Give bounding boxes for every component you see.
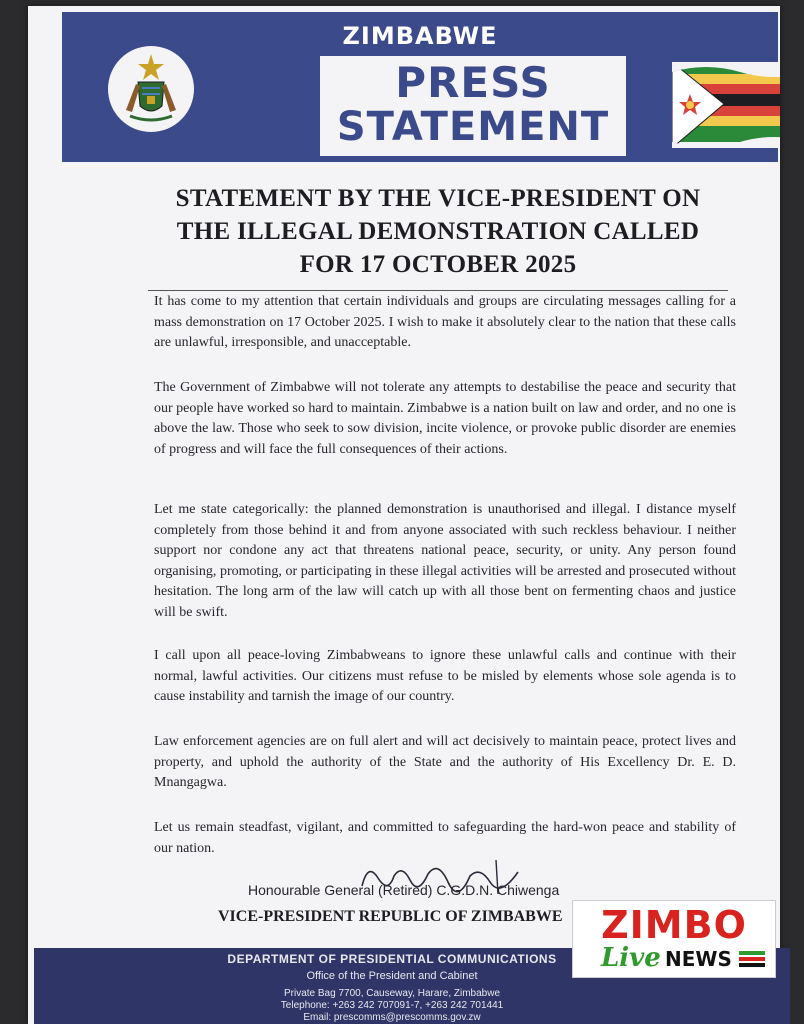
statement-heading: STATEMENT — [336, 104, 610, 150]
title-divider — [148, 290, 728, 291]
paragraph-6: Let us remain steadfast, vigilant, and committed to safeguarding the hard-won peace and stability of our nation. — [154, 820, 736, 856]
logo-brand-news: NEWS — [665, 947, 732, 971]
logo-stripes-icon — [739, 951, 765, 967]
footer-office: Office of the President and Cabinet — [306, 970, 478, 982]
press-statement-page — [28, 6, 780, 1024]
paragraph-1: It has come to my attention that certain individuals and groups are circulating messages calling for a mass demonstration on 17 October 2025. I wish to make it absolutely clear to the nation that these calls are unlawful, irresponsible, and unacceptable. — [154, 294, 736, 350]
paragraph-4: I call upon all peace-loving Zimbabweans to ignore these unlawful calls and continue with their normal, lawful activities. Our citizens must refuse to be misled by elements whose sole agenda is to cause instability and tarnish the image of our country. — [154, 648, 736, 704]
title-line: FOR 17 OCTOBER 2025 — [299, 251, 577, 278]
logo-brand-top: ZIMBO — [601, 903, 747, 947]
title-line: THE ILLEGAL DEMONSTRATION CALLED — [176, 218, 700, 245]
paragraph-5: Law enforcement agencies are on full alert and will act decisively to maintain peace, protect lives and property, and uphold the authority of the State and the authority of His Excellency Dr. E. D. Mnangagwa. — [154, 734, 736, 790]
country-name: ZIMBABWE — [342, 22, 498, 50]
title-line: STATEMENT BY THE VICE-PRESIDENT ON — [175, 185, 701, 212]
coat-of-arms-icon — [108, 46, 194, 132]
press-statement-box — [320, 56, 626, 156]
zimbabwe-flag-icon — [672, 62, 780, 148]
footer-department: DEPARTMENT OF PRESIDENTIAL COMMUNICATIONS — [227, 952, 557, 966]
press-heading: PRESS — [395, 58, 551, 107]
zimbo-live-news-logo — [572, 900, 776, 978]
paragraph-2: The Government of Zimbabwe will not tolerate any attempts to destabilise the peace and security that our people have worked so hard to maintain. Zimbabwe is a nation built on law and order, and no one is above the law. Those who seek to sow division, incite violence, or provoke public disorder are enemies of progress and will face the full consequences of their actions. — [154, 380, 736, 457]
paragraph-3: Let me state categorically: the planned demonstration is unauthorised and illegal. I distance myself completely from those behind it and from anyone associated with such reckless behaviour. I neither support nor condone any act that threatens national peace, security, or unity. Any person found organising, promoting, or participating in these illegal activities will be arrested and prosecuted without hesitation. The long arm of the law will catch up with all those bent on fermenting chaos and justice will be swift. — [154, 502, 736, 620]
footer-address: Private Bag 7700, Causeway, Harare, Zimbabwe — [283, 988, 501, 999]
signatory-name: Honourable General (Retired) C.G.D.N. Chiwenga — [248, 882, 560, 898]
logo-brand-live: Live — [601, 943, 661, 973]
signatory-title: VICE-PRESIDENT REPUBLIC OF ZIMBABWE — [218, 908, 563, 925]
footer-email: Email: prescomms@prescomms.gov.zw — [303, 1012, 481, 1023]
header-banner — [62, 12, 778, 162]
footer-telephone: Telephone: +263 242 707091-7, +263 242 701441 — [280, 1000, 504, 1011]
statement-title — [88, 182, 780, 281]
